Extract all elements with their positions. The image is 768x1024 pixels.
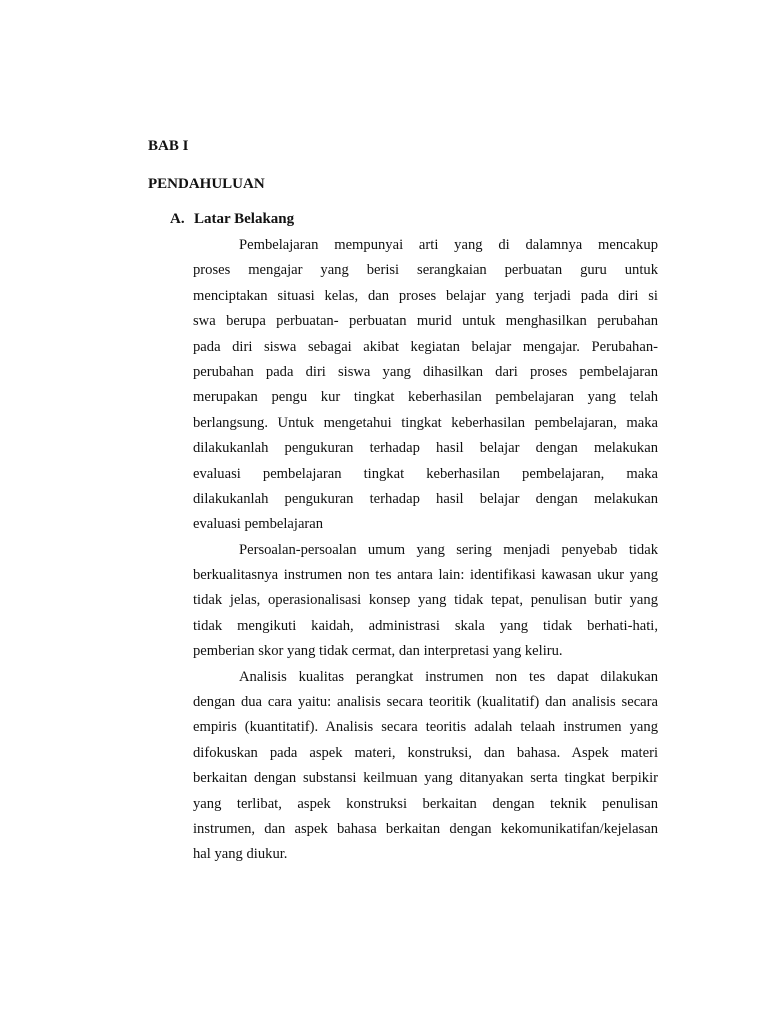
text-line: pada diri siswa sebagai akibat kegiatan belajar mengajar. Perubahan- <box>193 338 658 355</box>
text-line: instrumen, dan aspek bahasa berkaitan dengan kekomunikatifan/kejelasan <box>193 820 658 837</box>
text-line: tidak mengikuti kaidah, administrasi skala yang tidak berhati-hati, <box>193 617 658 634</box>
section-marker: A. <box>170 211 185 227</box>
chapter-number: BAB I <box>148 138 189 154</box>
section-title: Latar Belakang <box>194 211 295 227</box>
paragraph-1 <box>193 233 658 538</box>
text-line: dengan dua cara yaitu: analisis secara teoritik (kualitatif) dan analisis secara <box>193 694 658 711</box>
paragraph-3 <box>193 665 658 868</box>
text-line: merupakan pengu kur tingkat keberhasilan pembelajaran yang telah <box>193 389 658 406</box>
text-line: Persoalan-persoalan umum yang sering menjadi penyebab tidak <box>239 541 658 558</box>
text-line: tidak jelas, operasionalisasi konsep yang tidak tepat, penulisan butir yang <box>193 592 658 609</box>
text-line: berkaitan dengan substansi keilmuan yang ditanyakan serta tingkat berpikir <box>193 770 658 787</box>
text-line: hal yang diukur. <box>193 846 288 863</box>
text-line: difokuskan pada aspek materi, konstruksi, dan bahasa. Aspek materi <box>193 744 658 761</box>
text-line: Pembelajaran mempunyai arti yang di dalamnya mencakup <box>239 237 658 253</box>
text-line: dilakukanlah pengukuran terhadap hasil belajar dengan melakukan <box>193 490 658 507</box>
text-line: evaluasi pembelajaran <box>193 516 324 533</box>
text-line: empiris (kuantitatif). Analisis secara teoritis adalah telaah instrumen yang <box>193 719 658 736</box>
paragraph-2 <box>193 538 658 665</box>
section-heading <box>170 210 294 228</box>
text-line: berkualitasnya instrumen non tes antara lain: identifikasi kawasan ukur yang <box>193 567 658 584</box>
chapter-title: PENDAHULUAN <box>148 176 265 192</box>
text-line: menciptakan situasi kelas, dan proses belajar yang terjadi pada diri si <box>193 287 658 304</box>
text-line: pemberian skor yang tidak cermat, dan interpretasi yang keliru. <box>193 643 563 660</box>
text-line: yang terlibat, aspek konstruksi berkaitan dengan teknik penulisan <box>193 795 658 812</box>
text-line: proses mengajar yang berisi serangkaian perbuatan guru untuk <box>193 262 658 279</box>
body-text <box>193 233 658 868</box>
text-line: perubahan pada diri siswa yang dihasilkan dari proses pembelajaran <box>193 363 658 380</box>
text-line: swa berupa perbuatan- perbuatan murid untuk menghasilkan perubahan <box>193 313 658 330</box>
text-line: evaluasi pembelajaran tingkat keberhasilan pembelajaran, maka <box>193 465 658 482</box>
text-line: dilakukanlah pengukuran terhadap hasil belajar dengan melakukan <box>193 440 658 457</box>
text-line: berlangsung. Untuk mengetahui tingkat keberhasilan pembelajaran, maka <box>193 414 658 431</box>
text-line: Analisis kualitas perangkat instrumen non tes dapat dilakukan <box>239 668 658 685</box>
